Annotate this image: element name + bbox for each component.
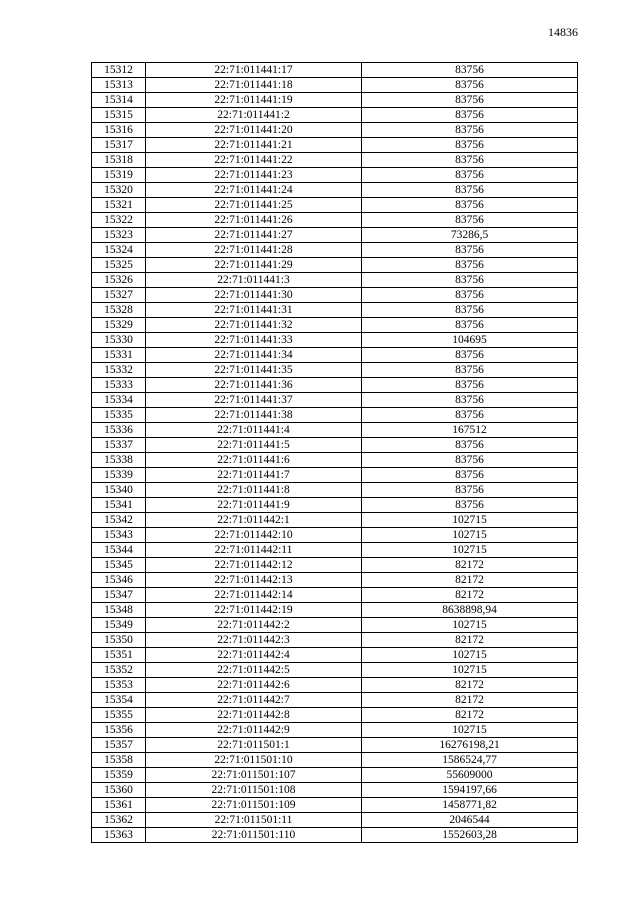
cadastral-value-cell: 102715 [362,618,578,633]
table-row [92,798,578,813]
row-number-cell: 15342 [92,513,146,528]
cadastral-number-cell: 22:71:011442:5 [146,663,362,678]
cadastral-value-cell: 83756 [362,63,578,78]
table-row [92,648,578,663]
table-row [92,483,578,498]
table-row [92,783,578,798]
table-row [92,228,578,243]
cadastral-number-cell: 22:71:011441:25 [146,198,362,213]
row-number-cell: 15357 [92,738,146,753]
row-number-cell: 15327 [92,288,146,303]
cadastral-value-cell: 83756 [362,393,578,408]
cadastral-value-cell: 83756 [362,108,578,123]
table-row [92,453,578,468]
cadastral-value-cell: 102715 [362,513,578,528]
row-number-cell: 15320 [92,183,146,198]
cadastral-number-cell: 22:71:011441:23 [146,168,362,183]
row-number-cell: 15332 [92,363,146,378]
table-row [92,408,578,423]
row-number-cell: 15321 [92,198,146,213]
table-row [92,618,578,633]
table-row [92,123,578,138]
row-number-cell: 15360 [92,783,146,798]
cadastral-value-cell: 83756 [362,363,578,378]
cadastral-number-cell: 22:71:011441:34 [146,348,362,363]
row-number-cell: 15312 [92,63,146,78]
table-row [92,273,578,288]
cadastral-number-cell: 22:71:011442:12 [146,558,362,573]
table-row [92,558,578,573]
row-number-cell: 15329 [92,318,146,333]
cadastral-number-cell: 22:71:011441:36 [146,378,362,393]
row-number-cell: 15356 [92,723,146,738]
cadastral-value-cell: 102715 [362,663,578,678]
row-number-cell: 15314 [92,93,146,108]
cadastral-number-cell: 22:71:011501:108 [146,783,362,798]
table-row [92,573,578,588]
table-row [92,513,578,528]
row-number-cell: 15363 [92,828,146,843]
row-number-cell: 15353 [92,678,146,693]
table-row [92,363,578,378]
cadastral-value-cell: 82172 [362,693,578,708]
row-number-cell: 15355 [92,708,146,723]
cadastral-value-cell: 102715 [362,543,578,558]
table-row [92,243,578,258]
table-row [92,63,578,78]
cadastral-number-cell: 22:71:011441:37 [146,393,362,408]
table-row [92,693,578,708]
row-number-cell: 15326 [92,273,146,288]
cadastral-value-cell: 83756 [362,93,578,108]
cadastral-number-cell: 22:71:011442:8 [146,708,362,723]
page-number: 14836 [548,25,578,39]
cadastral-number-cell: 22:71:011441:17 [146,63,362,78]
table-row [92,318,578,333]
cadastral-value-cell: 16276198,21 [362,738,578,753]
table-row [92,588,578,603]
row-number-cell: 15340 [92,483,146,498]
row-number-cell: 15346 [92,573,146,588]
cadastral-value-cell: 1586524,77 [362,753,578,768]
table-row [92,198,578,213]
cadastral-value-cell: 167512 [362,423,578,438]
cadastral-number-cell: 22:71:011441:27 [146,228,362,243]
cadastral-value-cell: 55609000 [362,768,578,783]
cadastral-value-cell: 102715 [362,648,578,663]
table-row [92,708,578,723]
row-number-cell: 15317 [92,138,146,153]
row-number-cell: 15352 [92,663,146,678]
cadastral-value-cell: 83756 [362,288,578,303]
table-row [92,108,578,123]
table-row [92,93,578,108]
row-number-cell: 15323 [92,228,146,243]
row-number-cell: 15330 [92,333,146,348]
cadastral-number-cell: 22:71:011441:9 [146,498,362,513]
cadastral-number-cell: 22:71:011441:29 [146,258,362,273]
cadastral-number-cell: 22:71:011441:5 [146,438,362,453]
cadastral-value-cell: 83756 [362,138,578,153]
row-number-cell: 15334 [92,393,146,408]
row-number-cell: 15350 [92,633,146,648]
cadastral-value-cell: 83756 [362,348,578,363]
row-number-cell: 15318 [92,153,146,168]
table-row [92,663,578,678]
row-number-cell: 15325 [92,258,146,273]
table-row [92,378,578,393]
cadastral-value-cell: 1552603,28 [362,828,578,843]
table-row [92,633,578,648]
cadastral-value-cell: 83756 [362,198,578,213]
cadastral-number-cell: 22:71:011501:10 [146,753,362,768]
row-number-cell: 15324 [92,243,146,258]
row-number-cell: 15322 [92,213,146,228]
cadastral-number-cell: 22:71:011442:14 [146,588,362,603]
cadastral-value-cell: 83756 [362,168,578,183]
row-number-cell: 15345 [92,558,146,573]
cadastral-number-cell: 22:71:011442:11 [146,543,362,558]
row-number-cell: 15331 [92,348,146,363]
table-row [92,828,578,843]
cadastral-value-cell: 83756 [362,468,578,483]
cadastral-value-cell: 82172 [362,588,578,603]
cadastral-value-table [91,62,578,843]
row-number-cell: 15339 [92,468,146,483]
row-number-cell: 15359 [92,768,146,783]
row-number-cell: 15341 [92,498,146,513]
row-number-cell: 15358 [92,753,146,768]
row-number-cell: 15361 [92,798,146,813]
row-number-cell: 15347 [92,588,146,603]
cadastral-number-cell: 22:71:011442:13 [146,573,362,588]
cadastral-number-cell: 22:71:011501:1 [146,738,362,753]
cadastral-value-cell: 82172 [362,633,578,648]
table-row [92,333,578,348]
cadastral-number-cell: 22:71:011441:28 [146,243,362,258]
row-number-cell: 15351 [92,648,146,663]
cadastral-value-cell: 83756 [362,438,578,453]
row-number-cell: 15336 [92,423,146,438]
cadastral-number-cell: 22:71:011442:7 [146,693,362,708]
cadastral-number-cell: 22:71:011441:4 [146,423,362,438]
table-row [92,723,578,738]
cadastral-number-cell: 22:71:011441:33 [146,333,362,348]
cadastral-number-cell: 22:71:011441:35 [146,363,362,378]
table-row [92,213,578,228]
cadastral-value-cell: 1594197,66 [362,783,578,798]
table-row [92,288,578,303]
cadastral-value-cell: 83756 [362,378,578,393]
cadastral-number-cell: 22:71:011441:30 [146,288,362,303]
cadastral-value-cell: 102715 [362,723,578,738]
table-row [92,303,578,318]
table-row [92,258,578,273]
cadastral-value-cell: 83756 [362,498,578,513]
table-row [92,168,578,183]
cadastral-value-cell: 2046544 [362,813,578,828]
cadastral-number-cell: 22:71:011441:6 [146,453,362,468]
cadastral-number-cell: 22:71:011442:6 [146,678,362,693]
table-row [92,183,578,198]
cadastral-value-cell: 83756 [362,123,578,138]
table-row [92,393,578,408]
table-row [92,138,578,153]
row-number-cell: 15319 [92,168,146,183]
table-row [92,528,578,543]
cadastral-value-cell: 83756 [362,273,578,288]
cadastral-number-cell: 22:71:011501:110 [146,828,362,843]
cadastral-number-cell: 22:71:011441:38 [146,408,362,423]
cadastral-value-cell: 83756 [362,183,578,198]
cadastral-value-cell: 83756 [362,78,578,93]
table-row [92,753,578,768]
cadastral-number-cell: 22:71:011441:32 [146,318,362,333]
cadastral-number-cell: 22:71:011442:3 [146,633,362,648]
table-row [92,768,578,783]
row-number-cell: 15349 [92,618,146,633]
row-number-cell: 15337 [92,438,146,453]
cadastral-value-cell: 83756 [362,483,578,498]
cadastral-value-cell: 83756 [362,408,578,423]
row-number-cell: 15338 [92,453,146,468]
table-row [92,348,578,363]
cadastral-value-cell: 8638898,94 [362,603,578,618]
cadastral-value-cell: 83756 [362,153,578,168]
cadastral-number-cell: 22:71:011441:18 [146,78,362,93]
cadastral-value-cell: 73286,5 [362,228,578,243]
table-row [92,543,578,558]
table-body [92,63,578,843]
row-number-cell: 15344 [92,543,146,558]
row-number-cell: 15333 [92,378,146,393]
cadastral-number-cell: 22:71:011441:7 [146,468,362,483]
cadastral-value-cell: 83756 [362,243,578,258]
cadastral-value-cell: 83756 [362,453,578,468]
cadastral-number-cell: 22:71:011441:3 [146,273,362,288]
row-number-cell: 15362 [92,813,146,828]
cadastral-number-cell: 22:71:011442:10 [146,528,362,543]
table-row [92,423,578,438]
table-row [92,78,578,93]
cadastral-value-cell: 82172 [362,573,578,588]
table-row [92,738,578,753]
cadastral-number-cell: 22:71:011441:8 [146,483,362,498]
cadastral-value-cell: 104695 [362,333,578,348]
cadastral-number-cell: 22:71:011441:19 [146,93,362,108]
cadastral-value-cell: 83756 [362,213,578,228]
cadastral-value-cell: 83756 [362,318,578,333]
row-number-cell: 15328 [92,303,146,318]
cadastral-number-cell: 22:71:011441:26 [146,213,362,228]
table-row [92,813,578,828]
cadastral-number-cell: 22:71:011442:19 [146,603,362,618]
cadastral-value-cell: 82172 [362,678,578,693]
table-row [92,678,578,693]
cadastral-number-cell: 22:71:011441:31 [146,303,362,318]
cadastral-number-cell: 22:71:011501:11 [146,813,362,828]
row-number-cell: 15335 [92,408,146,423]
row-number-cell: 15354 [92,693,146,708]
cadastral-value-cell: 82172 [362,708,578,723]
cadastral-number-cell: 22:71:011442:1 [146,513,362,528]
table-row [92,498,578,513]
cadastral-value-cell: 83756 [362,303,578,318]
cadastral-number-cell: 22:71:011441:21 [146,138,362,153]
row-number-cell: 15348 [92,603,146,618]
cadastral-number-cell: 22:71:011441:22 [146,153,362,168]
table-row [92,468,578,483]
table-row [92,153,578,168]
cadastral-number-cell: 22:71:011441:24 [146,183,362,198]
cadastral-number-cell: 22:71:011441:20 [146,123,362,138]
cadastral-number-cell: 22:71:011442:9 [146,723,362,738]
row-number-cell: 15313 [92,78,146,93]
row-number-cell: 15316 [92,123,146,138]
cadastral-value-cell: 102715 [362,528,578,543]
cadastral-number-cell: 22:71:011442:2 [146,618,362,633]
cadastral-number-cell: 22:71:011501:107 [146,768,362,783]
row-number-cell: 15343 [92,528,146,543]
cadastral-number-cell: 22:71:011441:2 [146,108,362,123]
table-row [92,603,578,618]
cadastral-value-cell: 83756 [362,258,578,273]
cadastral-value-cell: 82172 [362,558,578,573]
cadastral-number-cell: 22:71:011501:109 [146,798,362,813]
table-row [92,438,578,453]
cadastral-value-cell: 1458771,82 [362,798,578,813]
row-number-cell: 15315 [92,108,146,123]
cadastral-number-cell: 22:71:011442:4 [146,648,362,663]
